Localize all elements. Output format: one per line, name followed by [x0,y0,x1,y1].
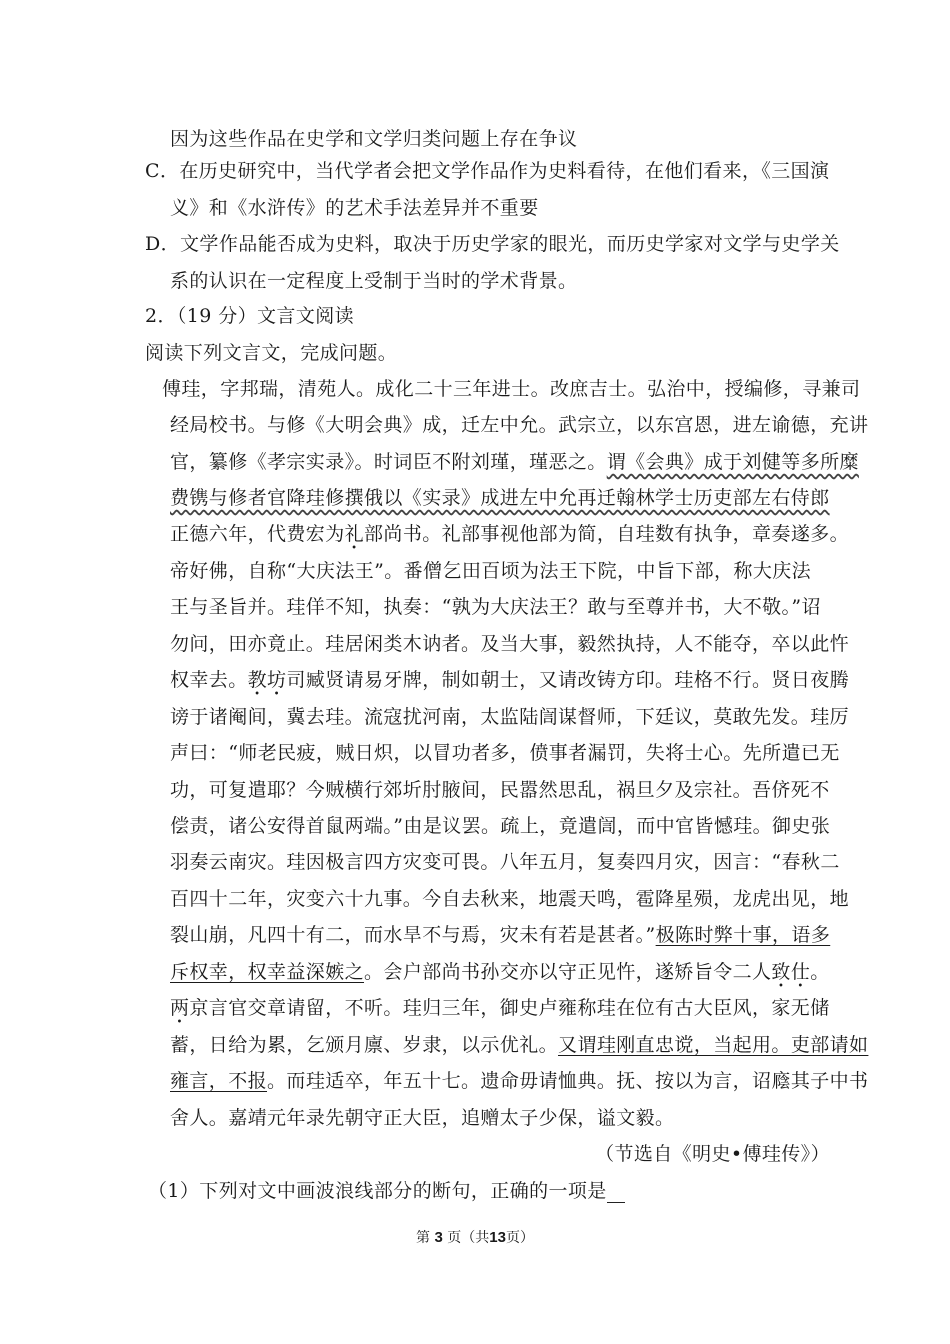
passage-line: 舍人。嘉靖元年录先朝守正大臣，追赠太子少保，谥文毅。 [170,1107,675,1129]
page-footer [0,1228,950,1248]
passage-text: 司臧贤请易牙牌，制如朝士，又请改铸方印。珪格不行。贤日夜腾 [286,669,850,691]
passage-line [170,450,859,474]
passage-line [170,522,849,546]
passage-line: 功，可复遣耶？今贼横行郊圻肘腋间，民嚣然思乱，祸旦夕及宗社。吾侪死不 [170,779,830,801]
wavy-underlined-text: 费镌与修者官降珪修撰俄以《实录》成进左中允再迁翰林学士历吏部左右侍郎 [170,487,830,509]
passage-line: 经局校书。与修《大明会典》成，迁左中允。武宗立，以东宫恩，进左谕德，充讲 [170,414,869,436]
passage-text: 部尚书。礼部事视他部为简，自珪数有执争，章奏遂多。 [364,523,850,545]
passage-text: 官，纂修《孝宗实录》。时词臣不附刘瑾，瑾恶之。 [170,451,607,473]
option-c: C．在历史研究中，当代学者会把文学作品作为史料看待，在他们看来，《三国演 [145,160,830,182]
current-page-number: 3 [434,1229,443,1246]
emphasis-dotted-char: 两 [170,997,190,1019]
passage-line [170,960,830,984]
option-d-continuation: 系的认识在一定程度上受制于当时的学术背景。 [170,270,578,292]
answer-blank[interactable] [607,1182,625,1203]
passage-line: 王与圣旨并。珪佯不知，执奏：“孰为大庆法王？敢与至尊并书，大不敬。”诏 [170,596,821,618]
emphasis-dotted-char: 教 [247,669,268,691]
footer-prefix: 第 [416,1230,431,1246]
footer-suffix: 页） [505,1230,534,1246]
source-citation: （节选自《明史•傅珪传》） [595,1143,830,1165]
option-b-continuation: 因为这些作品在史学和文学归类问题上存在争议 [170,128,578,150]
underlined-sentence: 斥权幸，权幸益深嫉之 [170,961,365,983]
passage-line: 傅珪，字邦瑞，清苑人。成化二十三年进士。改庶吉士。弘治中，授编修，寻兼司 [162,378,861,400]
reading-instruction: 阅读下列文言文，完成问题。 [145,342,398,364]
option-c-continuation: 义》和《水浒传》的艺术手法差异并不重要 [170,197,539,219]
passage-line [170,668,849,692]
passage-line [170,923,830,947]
passage-line [170,1033,868,1057]
passage-text: 权幸去。 [170,669,248,691]
passage-line: 百四十二年，灾变六十九事。今自去秋来，地震天鸣，雹降星殒，龙虎出见，地 [170,888,850,910]
passage-text: 正德六年，代费宏为 [170,523,345,545]
sub-question-1 [148,1179,625,1203]
passage-line: 羽奏云南灾。珪因极言四方灾变可畏。八年五月，复奏四月灾，因言：“春秋二 [170,851,840,873]
passage-line [170,996,830,1020]
question-text: （1）下列对文中画波浪线部分的断句，正确的一项是 [148,1180,607,1202]
passage-line: 帝好佛，自称“大庆法王”。番僧乞田百顷为法王下院，中旨下部，称大庆法 [170,560,812,582]
option-d: D．文学作品能否成为史料，取决于历史学家的眼光，而历史学家对文学与史学关 [145,233,840,255]
underlined-sentence: 雍言，不报 [170,1070,268,1092]
underlined-sentence: 极陈时弊十事，语多 [655,924,831,946]
passage-line: 偿责，诸公安得首鼠两端。”由是议罢。疏上，竟遣訚，而中官皆憾珪。御史张 [170,815,831,837]
passage-text: 。会户部尚书孙交亦以守正见忤，遂矫旨令二人 [364,961,772,983]
emphasis-dotted-char: 坊 [267,669,287,691]
passage-text: 蓄，日给为累，乞颁月廪、岁隶，以示优礼。 [170,1034,559,1056]
question-2-heading: 2．（19 分）文言文阅读 [145,305,355,327]
passage-text: 京言官交章请留，不听。珪归三年，御史卢雍称珪在位有古大臣风，家无储 [189,997,830,1019]
passage-line [170,1069,868,1093]
passage-line: 谤于诸阉间，冀去珪。流寇扰河南，太监陆訚谋督师，下廷议，莫敢先发。珪厉 [170,706,850,728]
footer-middle: 页（共 [447,1230,490,1246]
passage-text: 裂山崩，凡四十有二，而水旱不与焉，灾未有若是甚者。” [170,924,656,946]
underlined-sentence: 又谓珪刚直忠谠，当起用。吏部请如 [558,1034,869,1056]
emphasis-dotted-char: 礼 [344,523,365,545]
passage-line [170,486,830,510]
passage-text: 。而珪适卒，年五十七。遗命毋请恤典。抚、按以为言，诏廕其子中书 [267,1070,869,1092]
total-pages-number: 13 [489,1229,506,1246]
wavy-underlined-text: 谓《会典》成于刘健等多所糜 [606,451,859,473]
emphasis-dotted-char: 致 [771,961,791,983]
passage-line: 勿问，田亦竟止。珪居闲类木讷者。及当大事，毅然执持，人不能夺，卒以此忤 [170,633,850,655]
passage-line: 声曰：“师老民疲，贼日炽，以冒功者多，偾事者漏罚，失将士心。先所遣已无 [170,742,840,764]
passage-text: 。 [810,961,830,983]
emphasis-dotted-char: 仕 [790,961,811,983]
